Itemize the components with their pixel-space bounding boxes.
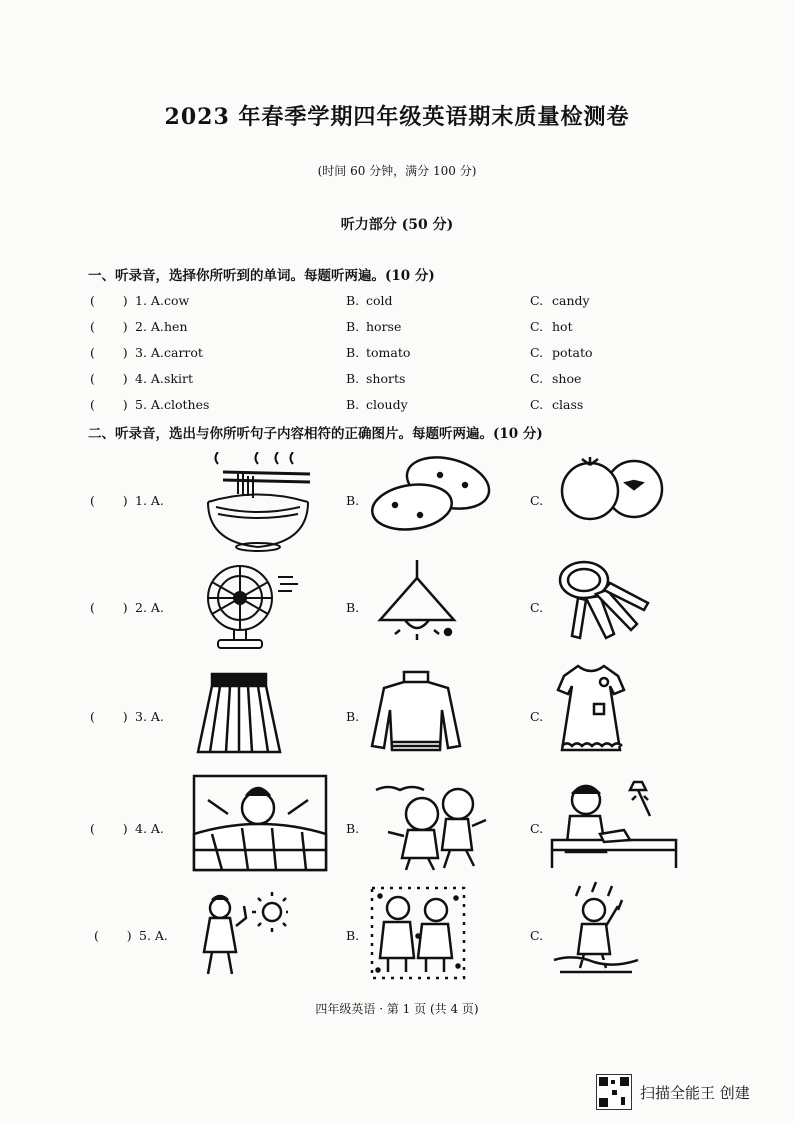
option-b-label: B.: [346, 493, 360, 508]
option-c: candy: [552, 293, 590, 308]
answer-blank[interactable]: ( ): [90, 371, 128, 386]
answer-blank[interactable]: ( ): [90, 345, 128, 360]
page-footer: 四年级英语 · 第 1 页 (共 4 页): [315, 1002, 479, 1016]
picture-question-row: [90, 452, 730, 562]
section-1-heading: 一、听录音，选择你所听到的单词。每题听两遍。(10 分): [88, 268, 435, 284]
fan-icon[interactable]: [198, 562, 303, 652]
answer-blank[interactable]: ( ): [90, 600, 128, 615]
question-number: 5. A.: [135, 397, 164, 412]
option-b: shorts: [366, 371, 406, 386]
question-row: [90, 293, 730, 315]
option-b: cloudy: [366, 397, 408, 412]
answer-blank[interactable]: ( ): [90, 709, 128, 724]
option-c-label: C.: [530, 397, 544, 412]
question-number: 2. A.: [135, 600, 164, 615]
exam-time-score: (时间 60 分钟，满分 100 分): [317, 164, 477, 178]
rainy-boy-icon[interactable]: [550, 880, 642, 976]
question-row: [90, 397, 730, 419]
question-number: 4. A.: [135, 371, 164, 386]
option-b-label: B.: [346, 928, 360, 943]
girl-in-bed-icon[interactable]: [192, 774, 328, 872]
option-b-label: B.: [346, 319, 360, 334]
tomatoes-icon[interactable]: [556, 455, 666, 521]
option-c-label: C.: [530, 319, 544, 334]
option-c-label: C.: [530, 928, 544, 943]
question-number: 4. A.: [135, 821, 164, 836]
option-a: hen: [164, 319, 188, 334]
option-b: cold: [366, 293, 393, 308]
answer-blank[interactable]: ( ): [90, 493, 128, 508]
option-c-label: C.: [530, 293, 544, 308]
option-a: clothes: [164, 397, 210, 412]
qr-code-icon: [596, 1074, 632, 1110]
answer-blank[interactable]: ( ): [94, 928, 132, 943]
sunny-girl-icon[interactable]: [198, 890, 290, 980]
option-b-label: B.: [346, 293, 360, 308]
option-b-label: B.: [346, 371, 360, 386]
option-c: class: [552, 397, 584, 412]
question-number: 3. A.: [135, 345, 164, 360]
dress-icon[interactable]: [556, 664, 626, 756]
option-a: carrot: [164, 345, 203, 360]
question-row: [90, 319, 730, 341]
option-b-label: B.: [346, 397, 360, 412]
question-number: 3. A.: [135, 709, 164, 724]
option-c-label: C.: [530, 600, 544, 615]
question-number: 1. A.: [135, 493, 164, 508]
potatoes-icon[interactable]: [370, 455, 495, 533]
lamp-icon[interactable]: [370, 560, 465, 642]
question-number: 2. A.: [135, 319, 164, 334]
children-running-icon[interactable]: [372, 774, 492, 872]
option-c-label: C.: [530, 371, 544, 386]
option-a: skirt: [164, 371, 193, 386]
option-a: cow: [164, 293, 190, 308]
picture-question-row: [90, 770, 730, 880]
option-c-label: C.: [530, 345, 544, 360]
exam-title: 2023 年春季学期四年级英语期末质量检测卷: [164, 104, 630, 130]
option-c: potato: [552, 345, 593, 360]
skirt-icon[interactable]: [196, 672, 282, 758]
part-heading: 听力部分 (50 分): [340, 217, 454, 233]
answer-blank[interactable]: ( ): [90, 319, 128, 334]
option-c-label: C.: [530, 493, 544, 508]
picture-question-row: [90, 878, 730, 988]
snowy-children-icon[interactable]: [370, 886, 466, 980]
option-b-label: B.: [346, 345, 360, 360]
picture-question-row: [90, 556, 730, 666]
picture-question-row: [90, 660, 730, 770]
option-c-label: C.: [530, 821, 544, 836]
noodles-icon[interactable]: [198, 452, 318, 552]
option-c: hot: [552, 319, 573, 334]
option-b: horse: [366, 319, 402, 334]
section-2-heading: 二、听录音，选出与你所听句子内容相符的正确图片。每题听两遍。(10 分): [88, 426, 543, 442]
option-b: tomato: [366, 345, 411, 360]
option-b-label: B.: [346, 709, 360, 724]
reading-at-desk-icon[interactable]: [550, 776, 678, 868]
answer-blank[interactable]: ( ): [90, 397, 128, 412]
question-number: 5. A.: [139, 928, 168, 943]
option-c-label: C.: [530, 709, 544, 724]
answer-blank[interactable]: ( ): [90, 821, 128, 836]
question-row: [90, 345, 730, 367]
question-number: 1. A.: [135, 293, 164, 308]
sweater-icon[interactable]: [370, 670, 462, 754]
option-b-label: B.: [346, 600, 360, 615]
scanner-label: 扫描全能王 创建: [640, 1084, 750, 1102]
option-c: shoe: [552, 371, 582, 386]
option-b-label: B.: [346, 821, 360, 836]
question-row: [90, 371, 730, 393]
keys-icon[interactable]: [556, 556, 656, 644]
answer-blank[interactable]: ( ): [90, 293, 128, 308]
